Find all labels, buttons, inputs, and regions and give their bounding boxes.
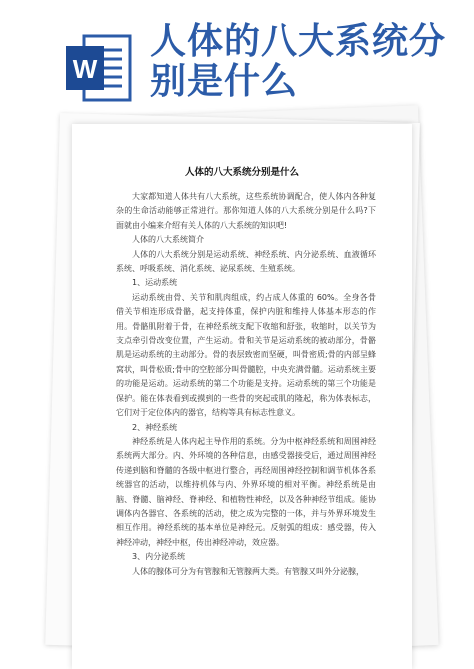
header-title [150,22,460,102]
document-title: 人体的八大系统分别是什么 [184,167,299,178]
section-heading-nervous: 2、神经系统 [132,422,178,432]
document-page [72,124,412,669]
motor-paragraph: 运动系统由骨、关节和肌肉组成，约占成人体重的 60%。全身各骨借关节相连形成骨骼，起支持体重，保护内脏和维持人体基本形态的作用。骨骼肌附着于骨，在神经系统支配下收缩和舒张，收缩时，以关节为支点牵引骨改变位置，产生运动。骨和关节是运动系统的被动部分，骨骼肌是运动系统的主动部分。骨的表层致密而坚硬，叫骨密质;骨的内部呈蜂窝状，叫骨松质;骨中的空腔部分叫骨髓腔，中央充满骨髓。运动系统主要的功能是运动。运动系统的第二个功能是支持。运动系统的第三个功能是保护。能在体表看到或摸到的一些骨的突起或肌的隆起，称为体表标志，它们对于定位体内的器官，结构等具有标志性意义。 [116,292,376,418]
header [0,0,474,112]
endocrine-paragraph: 人体的腺体可分为有管腺和无管腺两大类。有管腺又叫外分泌腺， [132,566,364,576]
section-heading-endocrine: 3、内分泌系统 [132,552,186,562]
overview-paragraph: 人体的八大系统分别是运动系统、神经系统、内分泌系统、血液循环系统、呼吸系统、消化系统、泌尿系统、生殖系统。 [116,249,376,274]
svg-text:W: W [72,54,98,84]
word-icon [66,32,132,104]
intro-paragraph: 大家都知道人体共有八大系统，这些系统协调配合，使人体内各种复杂的生命活动能够正常进行。那你知道人体的八大系统分别是什么吗?下面就由小编来介绍有关人体的八大系统的知识吧! [116,192,376,230]
header-title-line-1: 人体的八大系统分 [150,21,447,62]
header-title-line-2: 别是什么 [150,61,299,102]
document-body [72,190,412,579]
section-heading-overview: 人体的八大系统简介 [132,235,204,245]
nervous-paragraph: 神经系统是人体内起主导作用的系统。分为中枢神经系统和周围神经系统两大部分。内、外环境的各种信息，由感受器接受后，通过周围神经传递到脑和脊髓的各级中枢进行整合，再经周围神经控制和调节机体各系统器官的活动，以维持机体与内、外界环境的相对平衡。神经系统是由脑、脊髓、脑神经、脊神经、和植物性神经，以及各种神经节组成。能协调体内各器官、各系统的活动，使之成为完整的一体，并与外界环境发生相互作用。神经系统的基本单位是神经元。反射弧的组成：感受器，传入神经冲动，神经中枢，传出神经冲动，效应器。 [116,436,376,547]
section-heading-motor: 1、运动系统 [132,278,178,288]
